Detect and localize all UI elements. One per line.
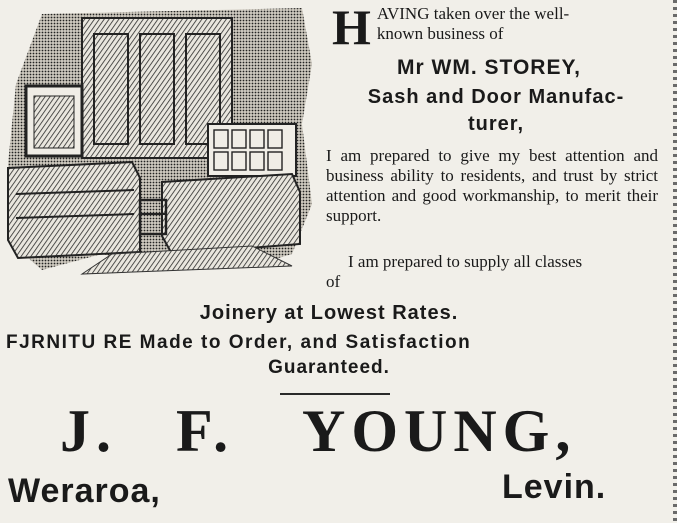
statement-paragraph: I am prepared to give my best attention and business ability to residents, and trust by strict attention and good workmanship, to merit their support.: [326, 146, 658, 225]
supply-paragraph: [326, 252, 658, 292]
drop-cap: H: [332, 0, 371, 55]
proprietor-name: [60, 395, 620, 467]
proprietor-surname: YOUNG,: [302, 398, 577, 464]
intro-line-2: known business of: [376, 24, 504, 43]
page-edge: [673, 0, 677, 523]
trade-line-1: Sash and Door Manufac-: [367, 86, 625, 108]
intro-line-1: AVING taken over the well-: [376, 4, 570, 23]
trade-description: [326, 84, 666, 138]
previous-owner: Mr WM. STOREY,: [397, 56, 581, 79]
supply-line-2: of: [326, 272, 341, 291]
location-levin: Levin.: [502, 468, 607, 506]
intro-text: [330, 0, 660, 55]
guaranteed-heading: Guaranteed.: [268, 357, 390, 378]
proprietor-initial-1: J.: [60, 398, 117, 464]
location-weraroa: Weraroa,: [8, 472, 161, 510]
joinery-heading: Joinery at Lowest Rates.: [199, 302, 459, 324]
supply-line-1: I am prepared to supply all classes: [348, 252, 583, 271]
trade-line-2: turer,: [467, 113, 525, 135]
bedroom-furniture-engraving-icon: [2, 4, 316, 276]
proprietor-initial-2: F.: [176, 398, 235, 464]
furniture-heading: FJRNITU RE Made to Order, and Satisfaction: [6, 332, 472, 353]
